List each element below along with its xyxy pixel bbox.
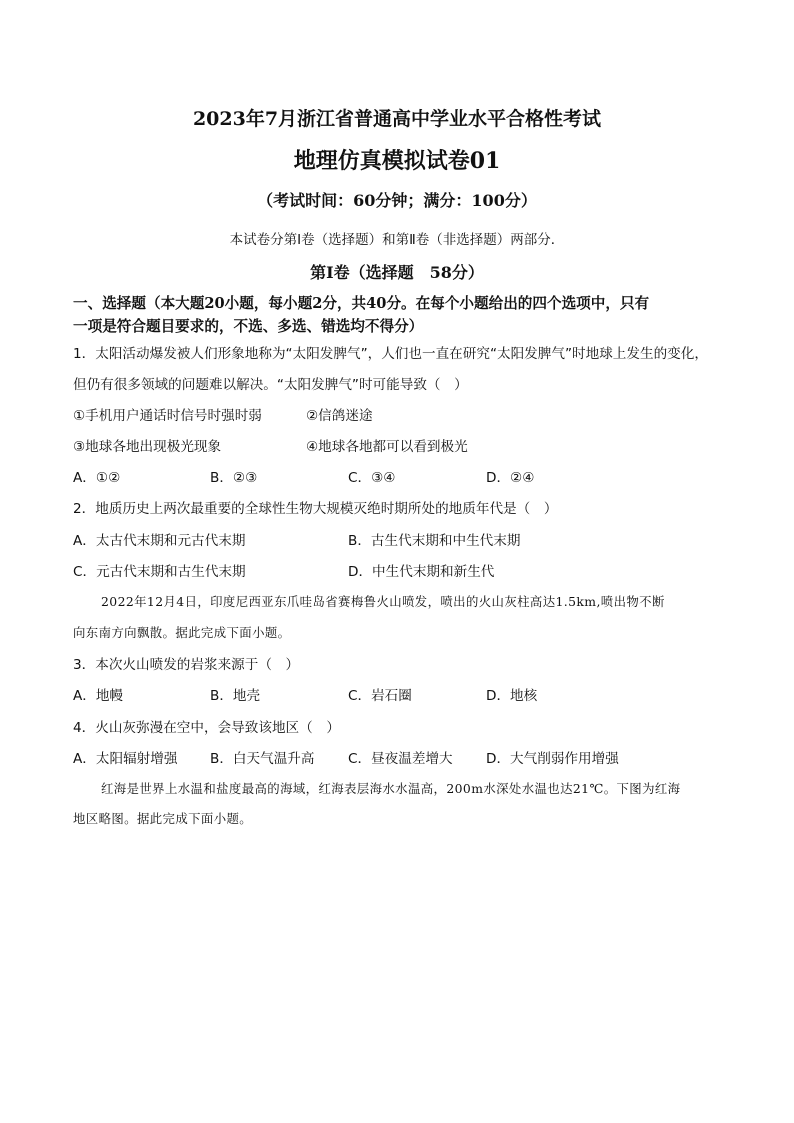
q2-option-c: C．元古代末期和古生代末期 (73, 564, 246, 580)
q1-stem-line2: 但仍有很多领域的问题难以解决。“太阳发脾气”时可能导致（ ） (73, 377, 468, 393)
q3-option-d: D．地核 (486, 688, 538, 704)
q2-option-a: A．太古代末期和元古代末期 (73, 533, 246, 549)
q2-option-d: D．中生代末期和新生代 (348, 564, 495, 580)
material2-line2: 地区略图。据此完成下面小题。 (73, 811, 253, 826)
q4-option-a: A．太阳辐射增强 (73, 751, 178, 767)
q3-option-a: A．地幔 (73, 688, 124, 704)
material1-line1: 2022年12月4日，印度尼西亚东爪哇岛省赛梅鲁火山喷发，喷出的火山灰柱高达1.5km,喷出物不断 (101, 594, 665, 609)
q1-statement-1: ①手机用户通话时信号时强时弱 (73, 408, 262, 424)
material2-line1: 红海是世界上水温和盐度最高的海域，红海表层海水水温高，200m水深处水温也达21℃。下图为红海 (101, 781, 681, 796)
paper-title: 地理仿真模拟试卷01 (293, 148, 501, 174)
part1-heading: 第Ⅰ卷（选择题 58分） (310, 263, 484, 282)
q4-stem: 4．火山灰弥漫在空中，会导致该地区（ ） (73, 720, 340, 736)
q1-option-a: A．①② (73, 470, 121, 486)
q1-option-b: B．②③ (210, 470, 258, 486)
q2-option-b: B．古生代末期和中生代末期 (348, 533, 521, 549)
q3-option-b: B．地壳 (210, 688, 261, 704)
q1-option-c: C．③④ (348, 470, 396, 486)
q1-statement-4: ④地球各地都可以看到极光 (306, 439, 468, 455)
q1-option-d: D．②④ (486, 470, 535, 486)
material1-line2: 向东南方向飘散。据此完成下面小题。 (73, 625, 291, 640)
q1-statement-3: ③地球各地出现极光现象 (73, 439, 222, 455)
q1-stem-line1: 1．太阳活动爆发被人们形象地称为“太阳发脾气”，人们也一直在研究“太阳发脾气”时地球上发生的变化， (73, 346, 708, 362)
exam-info: （考试时间：60分钟；满分：100分） (257, 191, 537, 210)
section-instructions-line1: 一、选择题（本大题20小题，每小题2分，共40分。在每个小题给出的四个选项中，只有 (73, 295, 650, 312)
structure-note: 本试卷分第Ⅰ卷（选择题）和第Ⅱ卷（非选择题）两部分． (229, 232, 565, 248)
exam-title: 2023年7月浙江省普通高中学业水平合格性考试 (192, 108, 602, 130)
q3-stem: 3．本次火山喷发的岩浆来源于（ ） (73, 657, 300, 673)
q4-option-c: C．昼夜温差增大 (348, 751, 453, 767)
q3-option-c: C．岩石圈 (348, 688, 412, 704)
q4-option-d: D．大气削弱作用增强 (486, 751, 619, 767)
q1-statement-2: ②信鸽迷途 (306, 408, 373, 424)
section-instructions-line2: 一项是符合题目要求的，不选、多选、错选均不得分） (73, 318, 424, 335)
q2-stem: 2．地质历史上两次最重要的全球性生物大规模灭绝时期所处的地质年代是（ ） (73, 501, 558, 517)
q4-option-b: B．白天气温升高 (210, 751, 315, 767)
